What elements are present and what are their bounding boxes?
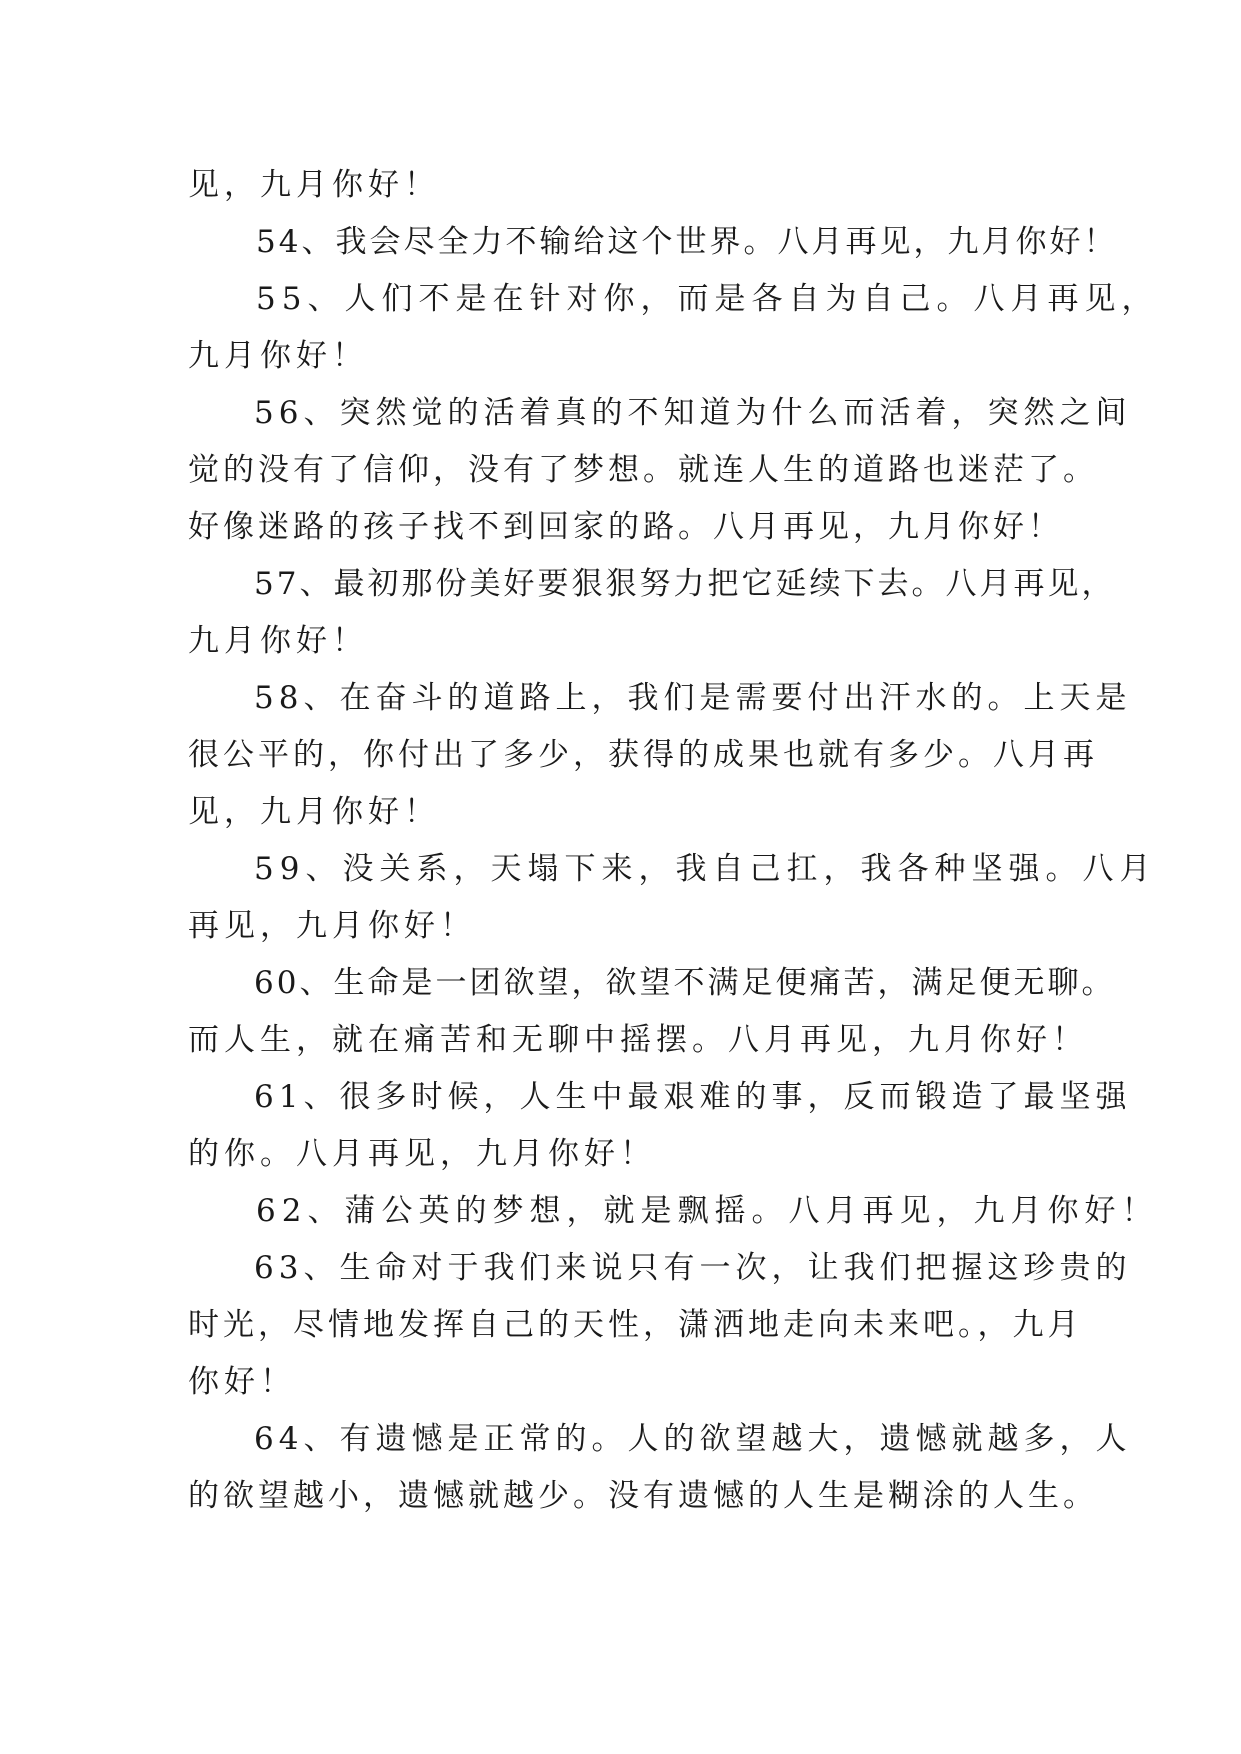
text-line: 61、很多时候，人生中最艰难的事，反而锻造了最坚强 (254, 1079, 1132, 1115)
text-line: 见，九月你好！ (188, 167, 440, 203)
text-line: 时光，尽情地发挥自己的天性，潇洒地走向未来吧。，九月 (188, 1307, 1083, 1343)
text-line: 再见，九月你好！ (188, 908, 476, 944)
text-line: 九月你好！ (188, 623, 368, 659)
text-line: 58、在奋斗的道路上，我们是需要付出汗水的。上天是 (254, 680, 1132, 716)
text-line: 见，九月你好！ (188, 794, 440, 830)
text-line: 62、蒲公英的梦想，就是飘摇。八月再见，九月你好！ (256, 1193, 1159, 1229)
text-line: 觉的没有了信仰，没有了梦想。就连人生的道路也迷茫了。 (188, 452, 1098, 488)
text-line: 64、有遗憾是正常的。人的欲望越大，遗憾就越多，人 (254, 1421, 1132, 1457)
text-line: 的欲望越小，遗憾就越少。没有遗憾的人生是糊涂的人生。 (188, 1478, 1098, 1514)
text-line: 54、我会尽全力不输给这个世界。八月再见，九月你好！ (256, 224, 1118, 260)
text-line: 的你。八月再见，九月你好！ (188, 1136, 656, 1172)
text-line: 56、突然觉的活着真的不知道为什么而活着，突然之间 (254, 395, 1132, 431)
text-line: 57、最初那份美好要狠狠努力把它延续下去。八月再见， (254, 566, 1116, 602)
text-line: 而人生，就在痛苦和无聊中摇摆。八月再见，九月你好！ (188, 1022, 1088, 1058)
text-line: 59、没关系，天塌下来，我自己扛，我各种坚强。八月 (254, 851, 1157, 887)
text-line: 60、生命是一团欲望，欲望不满足便痛苦，满足便无聊。 (254, 965, 1116, 1001)
text-line: 好像迷路的孩子找不到回家的路。八月再见，九月你好！ (188, 509, 1063, 545)
text-line: 九月你好！ (188, 338, 368, 374)
text-line: 63、生命对于我们来说只有一次，让我们把握这珍贵的 (254, 1250, 1132, 1286)
text-line: 你好！ (188, 1364, 296, 1400)
text-line: 很公平的，你付出了多少，获得的成果也就有多少。八月再 (188, 737, 1098, 773)
text-line: 55、人们不是在针对你，而是各自为自己。八月再见， (256, 281, 1159, 317)
